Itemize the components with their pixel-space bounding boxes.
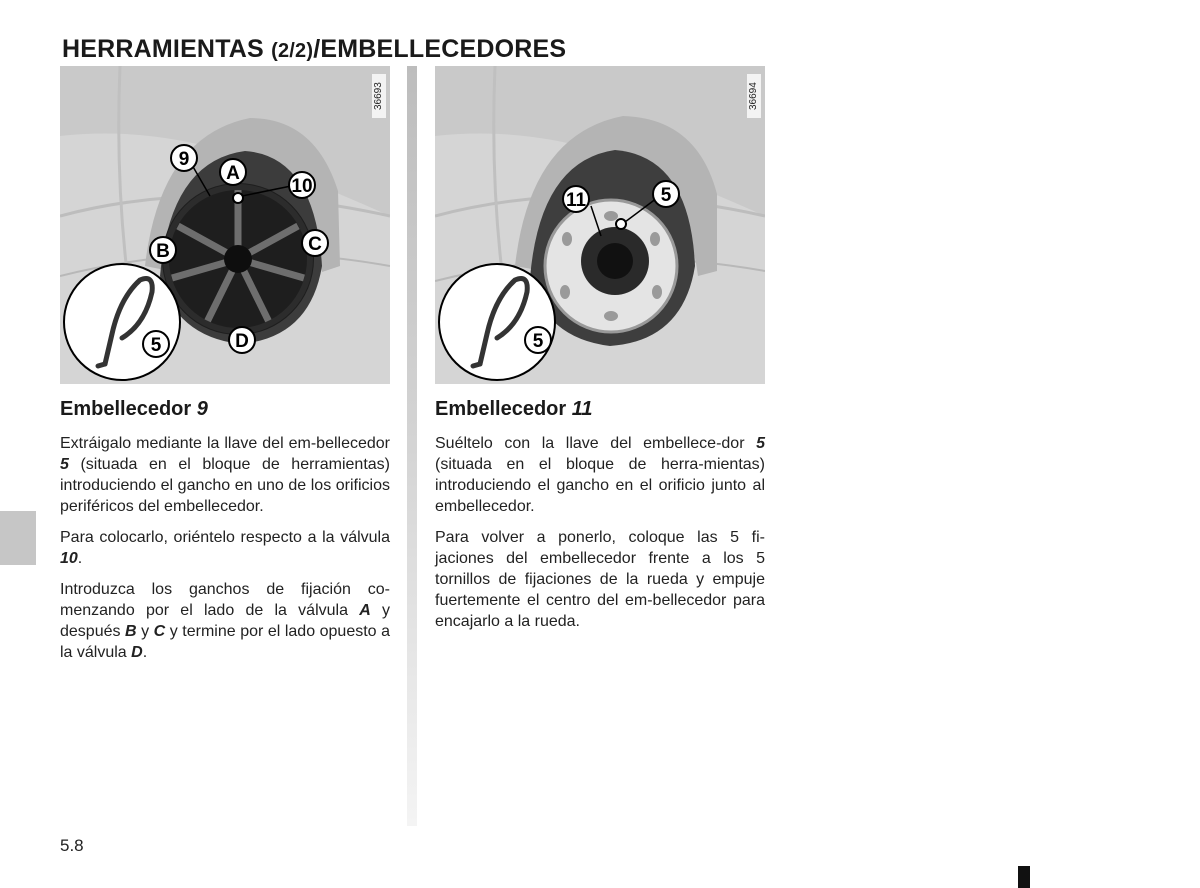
svg-text:C: C [308,234,322,255]
paragraph: Para volver a ponerlo, coloque las 5 fi-jaciones del embellecedor frente a los 5 tornillos de fijaciones de la rueda y empuje fuertemente el centro del em-bellecedor para encajarlo a la rueda. [435,529,765,630]
page-number: 5.8 [60,836,84,855]
svg-text:B: B [156,241,170,262]
paragraph: Para colocarlo, oriéntelo respecto a la válvula 10. [60,529,390,567]
figure-code: 36693 [372,74,386,118]
svg-text:5: 5 [532,331,544,352]
page-title: HERRAMIENTAS (2/2)/EMBELLECEDORES [62,34,567,63]
svg-text:A: A [226,163,240,184]
chapter-tab [0,511,36,565]
svg-text:5: 5 [150,335,162,356]
callout-11 [563,186,589,212]
callout-5 [525,327,551,353]
section-embellecedor-9 [60,398,390,673]
callout-d [229,327,255,353]
svg-text:9: 9 [178,149,190,170]
section-heading: Embellecedor 11 [435,398,593,420]
hubcap-9-illustration [60,66,390,384]
column-divider [407,66,417,826]
callout-a [220,159,246,185]
hubcap-11-illustration [435,66,765,384]
svg-text:D: D [235,331,249,352]
callout-b [150,237,176,263]
callout-9 [171,145,197,171]
section-embellecedor-11 [435,398,765,642]
callout-10 [289,172,315,198]
paragraph: Introduzca los ganchos de fijación co-menzando por el lado de la válvula A y después B y C y termine por el lado opuesto a la válvula D. [60,581,391,661]
figure-code: 36694 [747,74,761,118]
paragraph: Extráigalo mediante la llave del em-bellecedor 5 (situada en el bloque de herramientas) introduciendo el gancho en uno de los orificios periféricos del embellecedor. [60,435,390,515]
callout-c [302,230,328,256]
svg-text:11: 11 [565,190,587,211]
svg-text:5: 5 [660,185,672,206]
svg-text:10: 10 [291,176,313,197]
paragraph: Suéltelo con la llave del embellece-dor 5 (situada en el bloque de herra-mientas) introduciendo el gancho en el orificio junto al embellecedor. [435,435,765,515]
callout-5-hole [653,181,679,207]
section-heading: Embellecedor 9 [60,398,208,420]
callout-5 [143,331,169,357]
corner-mark [1018,866,1030,888]
